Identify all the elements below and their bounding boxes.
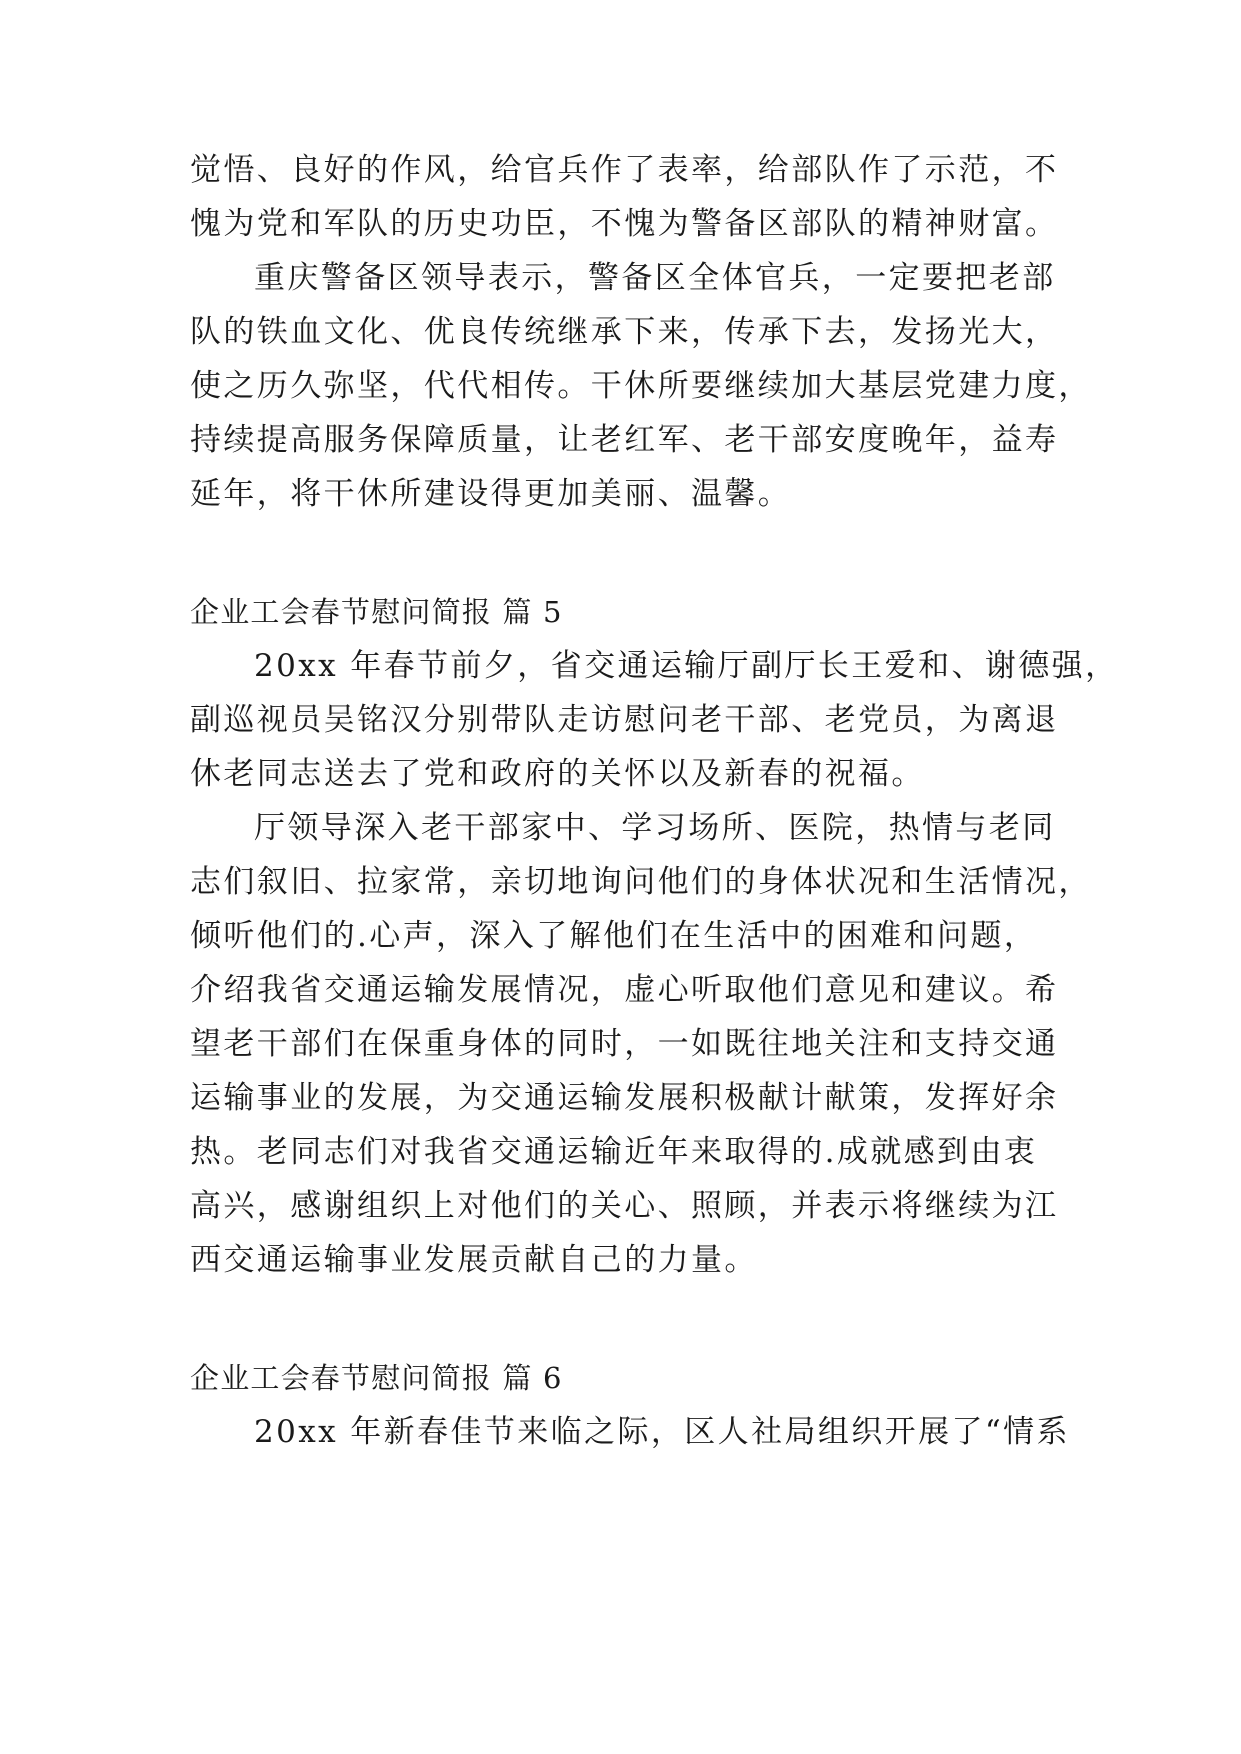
paragraph-line: 西交通运输事业发展贡献自己的力量。 [190, 1242, 758, 1278]
paragraph-first-line: 20xx 年春节前夕，省交通运输厅副厅长王爱和、谢德强， [254, 648, 1119, 684]
paragraph-first-line: 厅领导深入老干部家中、学习场所、医院，热情与老同 [254, 810, 1056, 846]
paragraph-line: 运输事业的发展，为交通运输发展积极献计献策，发挥好余 [190, 1080, 1059, 1116]
paragraph-line: 热。老同志们对我省交通运输近年来取得的.成就感到由衷 [190, 1134, 1038, 1170]
paragraph-line: 觉悟、良好的作风，给官兵作了表率，给部队作了示范，不 [190, 152, 1059, 188]
paragraph-line: 望老干部们在保重身体的同时，一如既往地关注和支持交通 [190, 1026, 1059, 1062]
paragraph-line: 愧为党和军队的历史功臣，不愧为警备区部队的精神财富。 [190, 206, 1059, 242]
paragraph-line: 倾听他们的.心声，深入了解他们在生活中的困难和问题， [190, 918, 1038, 954]
paragraph-line: 使之历久弥坚，代代相传。干休所要继续加大基层党建力度， [190, 368, 1092, 404]
paragraph-line: 志们叙旧、拉家常，亲切地询问他们的身体状况和生活情况， [190, 864, 1092, 900]
paragraph-first-line: 重庆警备区领导表示，警备区全体官兵，一定要把老部 [254, 260, 1056, 296]
paragraph-line: 高兴，感谢组织上对他们的关心、照顾，并表示将继续为江 [190, 1188, 1059, 1224]
paragraph-first-line: 20xx 年新春佳节来临之际，区人社局组织开展了“情系 [254, 1414, 1070, 1450]
paragraph-line: 休老同志送去了党和政府的关怀以及新春的祝福。 [190, 756, 925, 792]
paragraph-line: 队的铁血文化、优良传统继承下来，传承下去，发扬光大， [190, 314, 1059, 350]
paragraph-line: 介绍我省交通运输发展情况，虚心听取他们意见和建议。希 [190, 972, 1059, 1008]
paragraph-line: 副巡视员吴铭汉分别带队走访慰问老干部、老党员，为离退 [190, 702, 1059, 738]
paragraph-line: 持续提高服务保障质量，让老红军、老干部安度晚年，益寿 [190, 422, 1059, 458]
section-heading-6: 企业工会春节慰问简报 篇 6 [190, 1361, 563, 1395]
section-heading-5: 企业工会春节慰问简报 篇 5 [190, 595, 563, 629]
paragraph-line: 延年，将干休所建设得更加美丽、温馨。 [190, 476, 792, 512]
